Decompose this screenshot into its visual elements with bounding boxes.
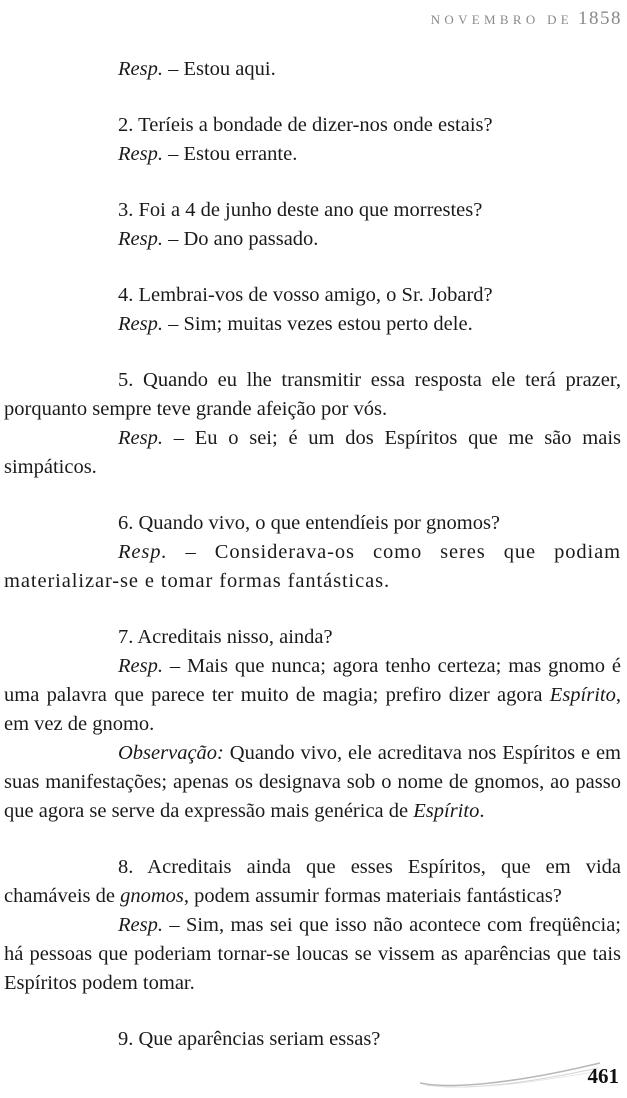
header-year: 1858 xyxy=(578,8,622,29)
question: 9. Que aparências seriam essas? xyxy=(118,1028,381,1050)
observation: Observação: Quando vivo, ele acreditava nos Espíritos e em suas manifestações; apenas os designava sob o nome de gnomos, ao passo que agora se serve da expressão mais genérica de Espírito. xyxy=(4,742,621,822)
page-body xyxy=(4,55,621,1081)
resp-label: Resp. xyxy=(118,914,163,936)
question: 6. Quando vivo, o que entendíeis por gnomos? xyxy=(118,512,501,534)
question: 4. Lembrai-vos de vosso amigo, o Sr. Jobard? xyxy=(118,284,493,306)
answer: Resp. – Eu o sei; é um dos Espíritos que me são mais simpáticos. xyxy=(4,427,621,478)
running-title: NOVEMBRO DE xyxy=(430,12,573,27)
dialogue-block-7 xyxy=(4,623,621,826)
question: 2. Teríeis a bondade de dizer-nos onde estais? xyxy=(118,114,493,136)
resp-label: Resp. xyxy=(118,228,163,250)
answer: Resp. – Estou aqui. xyxy=(118,58,276,80)
obs-label: Observação: xyxy=(118,742,224,764)
answer: Resp. – Sim; muitas vezes estou perto dele. xyxy=(118,313,473,335)
answer: Resp. – Estou errante. xyxy=(118,143,298,165)
dialogue-block-9 xyxy=(4,1025,621,1054)
answer: Resp. – Mais que nunca; agora tenho certeza; mas gnomo é uma palavra que parece ter muito de magia; prefiro dizer agora Espírito, em vez de gnomo. xyxy=(4,655,621,735)
answer: Resp. – Sim, mas sei que isso não acontece com freqüência; há pessoas que poderiam tornar-se loucas se vissem as aparências que tais Espíritos podem tomar. xyxy=(4,914,621,994)
question: 3. Foi a 4 de junho deste ano que morrestes? xyxy=(118,199,483,221)
question: 8. Acreditais ainda que esses Espíritos, que em vida chamáveis de gnomos, podem assumir formas materiais fantásticas? xyxy=(4,856,621,907)
resp-label: Resp. xyxy=(118,58,163,80)
resp-label: Resp. xyxy=(118,143,163,165)
answer: Resp. – Do ano passado. xyxy=(118,228,319,250)
resp-label: Resp. xyxy=(118,541,168,563)
dialogue-block-6 xyxy=(4,509,621,596)
dialogue-block-4 xyxy=(4,281,621,339)
running-header xyxy=(431,8,622,30)
dialogue-block-3 xyxy=(4,196,621,254)
dialogue-block-5 xyxy=(4,366,621,482)
resp-label: Resp. xyxy=(118,313,163,335)
resp-label: Resp. xyxy=(118,427,163,449)
dialogue-block-1 xyxy=(4,55,621,84)
resp-label: Resp. xyxy=(118,655,163,677)
footer-swoosh-icon xyxy=(418,1059,603,1091)
answer: Resp. – Considerava-os como seres que podiam materializar-se e tomar formas fantásticas. xyxy=(4,541,621,592)
page-number: 461 xyxy=(587,1064,619,1088)
question: 5. Quando eu lhe transmitir essa resposta ele terá prazer, porquanto sempre teve grande afeição por vós. xyxy=(4,369,621,420)
dialogue-block-2 xyxy=(4,111,621,169)
question: 7. Acreditais nisso, ainda? xyxy=(118,626,333,648)
dialogue-block-8 xyxy=(4,853,621,998)
